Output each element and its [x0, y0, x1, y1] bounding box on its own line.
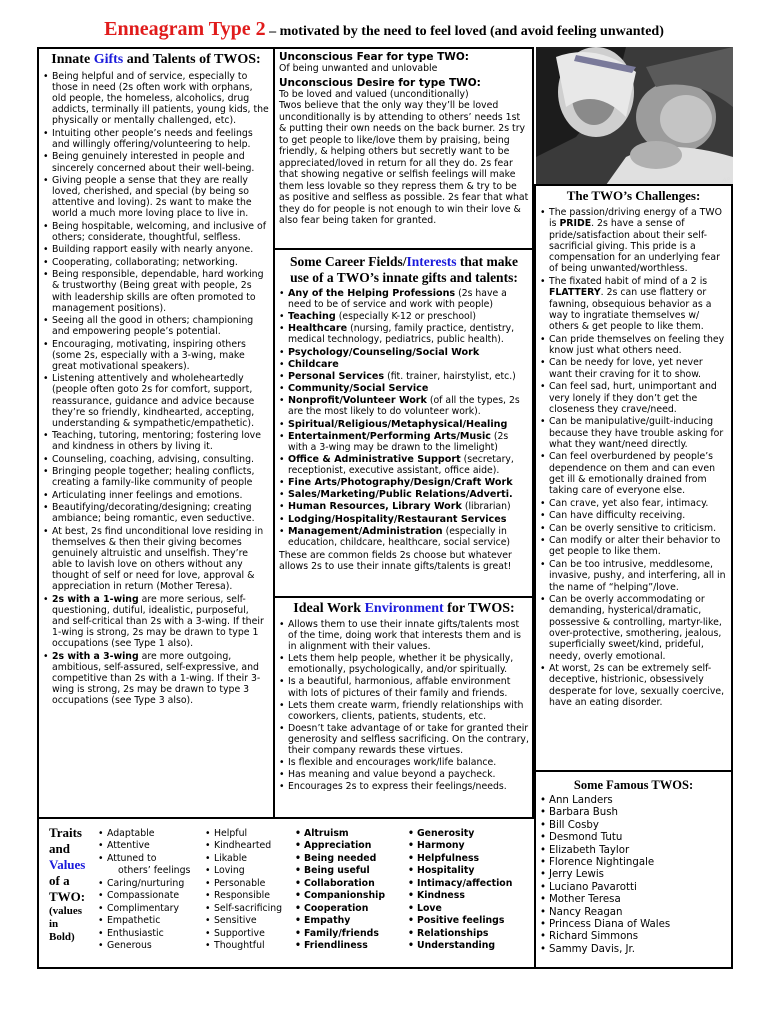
gift-item: • Encouraging, motivating, inspiring others (some 2s, especially with a 3-wing, make great motivational speakers). [43, 339, 269, 372]
career-item [279, 501, 529, 512]
famous-person: • Desmond Tutu [540, 832, 727, 844]
careers-list [279, 288, 529, 548]
challenge-text: The fixated habit of mind of a 2 is [549, 275, 708, 287]
careers-footer: These are common fields 2s choose but whatever allows 2s to use their innate gifts/talents is great! [279, 549, 512, 572]
career-item [279, 431, 529, 453]
trait-item: • Sensitive [205, 915, 295, 926]
famous-person: • Elizabeth Taylor [540, 845, 727, 857]
trait-item: • Attuned to [98, 853, 208, 864]
page-header [0, 18, 768, 41]
trait-item: • Enthusiastic [98, 928, 208, 939]
trait-item: others’ feelings [118, 865, 191, 877]
gifts-list [43, 71, 269, 592]
challenges-list [540, 207, 727, 708]
challenge-text: Can be too intrusive, meddlesome, invasive, pushy, and interfering, all in the name of “helping”/love. [549, 558, 726, 593]
challenge-item [540, 523, 727, 534]
gift-item: • Articulating inner feelings and emotions. [43, 490, 269, 501]
traits-column-1 [98, 828, 208, 953]
career-field: Teaching [288, 311, 336, 323]
gift-item: • At best, 2s find unconditional love residing in themselves & then their giving becomes genuinely altruistic and unselfish. They’re able to lavish love on others without any thought of self or need for love, approval & appreciation in return (Mother Teresa). [43, 526, 269, 593]
gifts-title: Innate Gifts and Talents of TWOS: [51, 52, 261, 67]
traits-column-3 [295, 828, 410, 953]
career-detail: (especially K-12 or preschool) [335, 311, 476, 323]
career-item [279, 371, 529, 382]
value-item: • Altruism [295, 828, 410, 839]
photo-image [536, 47, 733, 185]
environment-item: • Allows them to use their innate gifts/talents most of the time, doing work that interests them and is in alignment with their values. [279, 619, 529, 652]
traits-label: Traits and Values of a TWO: (values in Bold) [49, 825, 86, 943]
page-subtitle: – motivated by the need to feel loved (and avoid feeling unwanted) [265, 24, 664, 39]
challenge-text: Can be needy for love, yet never want their craving for it to show. [549, 357, 703, 380]
famous-title: Some Famous TWOS: [573, 778, 694, 792]
gifts-box [37, 47, 275, 819]
famous-person: • Ann Landers [540, 795, 727, 807]
trait-item: • Supportive [205, 928, 295, 939]
fear-title: Unconscious Fear for type TWO: [279, 51, 470, 63]
challenge-item [540, 535, 727, 558]
trait-item: • Thoughtful [205, 940, 295, 951]
challenge-text-rest: . 2s can use flattery or fawning, obsequious behavior as a way to ingratiate themselves w/ others & get people to like them. [549, 287, 712, 333]
challenge-text: The passion/driving energy of a TWO is [549, 207, 722, 230]
challenge-text: Can crave, yet also fear, intimacy. [549, 497, 709, 509]
gift-item: • Bringing people together; healing conflicts, creating a family-like community of people [43, 466, 269, 488]
famous-list [540, 795, 727, 956]
challenge-text: Can pride themselves on feeling they know just what others need. [549, 333, 725, 356]
environment-list [279, 619, 529, 792]
career-detail: (2s with a 3-wing may be drawn to the limelight) [288, 430, 509, 453]
career-field: Personal Services [288, 370, 385, 382]
career-detail: (fit. trainer, hairstylist, etc.) [384, 370, 516, 382]
famous-person: • Jerry Lewis [540, 869, 727, 881]
famous-person: • Princess Diana of Wales [540, 919, 727, 931]
career-field: Childcare [288, 358, 339, 370]
career-field: Lodging/Hospitality/Restaurant Services [288, 513, 507, 525]
gift-item: • Building rapport easily with nearly anyone. [43, 244, 269, 255]
traits-column-2 [205, 828, 295, 953]
career-item [279, 454, 529, 476]
challenge-item [540, 498, 727, 509]
value-item: • Helpfulness [408, 853, 533, 864]
famous-person: • Florence Nightingale [540, 857, 727, 869]
wing3-item: • 2s with a 3-wing are more outgoing, ambitious, self-assured, self-expressive, and competitive than 2s with a 1-wing. If their 3-wing is strong, 2s may be drawn to type 3 occupations (see Type 3 also). [43, 651, 269, 706]
career-field: Nonprofit/Volunteer Work [288, 395, 427, 407]
career-field: Healthcare [288, 323, 348, 335]
value-item: • Being needed [295, 853, 410, 864]
gifts-wings-list [43, 594, 269, 706]
career-field: Entertainment/Performing Arts/Music [288, 430, 491, 442]
challenge-text: Can have difficulty receiving. [549, 510, 686, 522]
value-item: • Collaboration [295, 878, 410, 889]
traits-column-4 [408, 828, 533, 953]
value-item: • Hospitality [408, 865, 533, 876]
challenge-text: Can be overly accommodating or demanding, hysterical/dramatic, possessive & controlling, martyr-like, over-protective, smothering, jealous, superficially sweet/kind, prideful, needy, overly emotional. [549, 594, 722, 662]
environment-item: • Lets them create warm, friendly relationships with coworkers, clients, patients, students, etc. [279, 700, 529, 722]
famous-person: • Mother Teresa [540, 894, 727, 906]
career-item [279, 359, 529, 370]
challenge-item [540, 416, 727, 450]
value-item: • Kindness [408, 890, 533, 901]
gift-item: • Beautifying/decorating/designing; creating ambiance; being romantic, even seductive. [43, 502, 269, 524]
career-field: Community/Social Service [288, 383, 429, 395]
career-detail: (2s have a need to be of service and work with people) [288, 288, 507, 310]
career-detail: (librarian) [461, 501, 511, 513]
challenges-title: The TWO’s Challenges: [566, 188, 701, 203]
desire-title: Unconscious Desire for type TWO: [279, 77, 481, 90]
traits-box [37, 817, 536, 969]
gift-item: • Being helpful and of service, especially to those in need (2s often work with orphans, old people, the homeless, alcoholics, drug addicts, terminally ill patients, young kids, the physically or mentally challenged, etc). [43, 71, 269, 126]
challenge-keyword: FLATTERY [549, 287, 601, 299]
fear-text: Of being unwanted and unlovable [279, 63, 438, 74]
careers-title: Some Career Fields/Interests that make use of a TWO’s innate gifts and talents: [290, 254, 518, 285]
career-item [279, 323, 529, 345]
value-item: • Friendliness [295, 940, 410, 951]
challenge-item [540, 381, 727, 415]
trait-item: • Self-sacrificing [205, 903, 295, 914]
trait-item: • Adaptable [98, 828, 208, 839]
career-detail: (especially in education, childcare, healthcare, social service) [288, 525, 511, 548]
career-item [279, 395, 529, 417]
trait-item: • Generous [98, 940, 208, 951]
gift-item: • Counseling, coaching, advising, consulting. [43, 454, 269, 465]
trait-item: • Personable [205, 878, 295, 889]
career-field: Sales/Marketing/Public Relations/Adverti. [288, 489, 513, 501]
value-item: • Intimacy/affection [408, 878, 533, 889]
challenge-text: Can modify or alter their behavior to get people to like them. [549, 535, 721, 558]
career-field: Fine Arts/Photography/Design/Craft Work [288, 477, 513, 489]
value-item: • Family/friends [295, 928, 410, 939]
career-item [279, 526, 529, 548]
famous-person: • Nancy Reagan [540, 907, 727, 919]
careers-box [273, 248, 534, 598]
career-field: Management/Administration [288, 525, 443, 537]
trait-item: • Compassionate [98, 890, 208, 901]
trait-item: • Empathetic [98, 915, 208, 926]
environment-item: • Has meaning and value beyond a paycheck. [279, 769, 529, 780]
career-item [279, 383, 529, 394]
page-title: Enneagram Type 2 [104, 18, 266, 40]
trait-item: • Likable [205, 853, 295, 864]
challenge-item [540, 334, 727, 357]
challenge-item [540, 207, 727, 275]
challenge-item [540, 276, 727, 332]
career-item [279, 288, 529, 310]
fear-desire-box [273, 47, 534, 250]
challenge-text: At worst, 2s can be extremely self-deceptive, histrionic, obsessively desperate for love, sexually coercive, have an eating disorder. [549, 663, 725, 708]
value-item: • Cooperation [295, 903, 410, 914]
famous-person: • Luciano Pavarotti [540, 882, 727, 894]
environment-item: • Encourages 2s to express their feelings/needs. [279, 781, 529, 792]
value-item: • Love [408, 903, 533, 914]
value-item: • Generosity [408, 828, 533, 839]
wing1-item: • 2s with a 1-wing are more serious, self-questioning, dutiful, idealistic, purposeful, and self-critical than 2s with a 3-wing. If their 1-wing is strong, 2s may be drawn to type 1 occupations (see Type 1 also). [43, 594, 269, 649]
challenge-item [540, 357, 727, 380]
famous-person: • Barbara Bush [540, 807, 727, 819]
career-detail: (of all the types, 2s are the most likely to do volunteer work). [288, 395, 520, 418]
career-detail: (secretary, receptionist, executive assistant, office aide). [288, 453, 514, 476]
value-item: • Understanding [408, 940, 533, 951]
career-field: Office & Administrative Support [288, 453, 461, 465]
career-field: Spiritual/Religious/Metaphysical/Healing [288, 418, 508, 430]
challenge-item [540, 451, 727, 496]
trait-item: • Complimentary [98, 903, 208, 914]
environment-item: • Lets them help people, whether it be physically, emotionally, psychologically, and/or spiritually. [279, 653, 529, 675]
trait-item: • Loving [205, 865, 295, 876]
value-item: • Appreciation [295, 840, 410, 851]
challenge-text-rest: . 2s have a sense of pride/satisfaction about their self-sacrificial giving. This pride is a compensation for an underlying fear of being unwanted/worthless. [549, 218, 720, 275]
challenge-item [540, 663, 727, 708]
value-item: • Being useful [295, 865, 410, 876]
trait-item: • Caring/nurturing [98, 878, 208, 889]
value-item: • Relationships [408, 928, 533, 939]
trait-item: • Kindhearted [205, 840, 295, 851]
career-field: Any of the Helping Professions [288, 288, 456, 299]
gift-item: • Intuiting other people’s needs and feelings and willingly offering/volunteering to help. [43, 128, 269, 150]
challenges-box [534, 184, 733, 772]
challenge-text: Can be overly sensitive to criticism. [549, 522, 717, 534]
value-item: • Companionship [295, 890, 410, 901]
photo-caption: AP [722, 177, 730, 184]
challenge-keyword: PRIDE [559, 218, 592, 230]
famous-person: • Sammy Davis, Jr. [540, 944, 727, 956]
career-item [279, 477, 529, 488]
career-item [279, 311, 529, 322]
gift-item: • Listening attentively and wholeheartedly (people often goto 2s for comfort, support, reassurance, guidance and advice because they’re so friendly, kindhearted, accepting, understanding & sympathetic/empathetic). [43, 373, 269, 428]
gift-item: • Teaching, tutoring, mentoring; fostering love and kindness in others by living it. [43, 430, 269, 452]
value-item: • Positive feelings [408, 915, 533, 926]
environment-item: • Is a beautiful, harmonious, affable environment with lots of pictures of their family and friends. [279, 676, 529, 698]
famous-box [534, 770, 733, 969]
challenge-item [540, 559, 727, 593]
environment-box [273, 596, 534, 819]
career-item [279, 489, 529, 500]
value-item: • Empathy [295, 915, 410, 926]
trait-item: • Attentive [98, 840, 208, 851]
desire-text: To be loved and valued (unconditionally) [279, 89, 469, 101]
gift-item: • Being responsible, dependable, hard working & trustworthy (Being great with people, 2s with leadership skills are often promoted to management positions). [43, 269, 269, 313]
gift-item: • Seeing all the good in others; championing and empowering people’s potential. [43, 315, 269, 337]
trait-item: • Helpful [205, 828, 295, 839]
gift-item: • Being hospitable, welcoming, and inclusive of others; considerate, thoughtful, selfless. [43, 221, 269, 243]
value-item: • Harmony [408, 840, 533, 851]
environment-item: • Is flexible and encourages work/life balance. [279, 757, 529, 768]
gift-item: • Being genuinely interested in people and sincerely concerned about their well-being. [43, 151, 269, 173]
career-item [279, 419, 529, 430]
challenge-item [540, 510, 727, 521]
trait-item: • Responsible [205, 890, 295, 901]
career-item [279, 347, 529, 358]
challenge-text: Can be manipulative/guilt-inducing because they have trouble asking for what they want/need directly. [549, 416, 724, 450]
career-item [279, 514, 529, 525]
challenge-text: Can feel overburdened by people’s dependence on them and can even get ill & emotionally drained from taking care of everyone else. [549, 451, 716, 497]
challenge-item [540, 594, 727, 662]
famous-person: • Richard Simmons [540, 931, 727, 943]
career-detail: (nursing, family practice, dentistry, medical technology, pediatrics, public health). [288, 323, 515, 346]
environment-item: • Doesn’t take advantage of or take for granted their generosity and selfless sacrificing. On the contrary, their company rewards these virtues. [279, 723, 529, 756]
challenge-text: Can feel sad, hurt, unimportant and very lonely if they don’t get the closeness they crave/need. [549, 381, 717, 415]
gift-item: • Cooperating, collaborating; networking. [43, 257, 269, 268]
gift-item: • Giving people a sense that they are really loved, cherished, and special (by being so attentive and loving). 2s want to make the world a much more loving place to live in. [43, 175, 269, 219]
famous-person: • Bill Cosby [540, 820, 727, 832]
career-field: Human Resources, Library Work [288, 501, 462, 513]
fear-body: Twos believe that the only way they’ll be loved unconditionally is by attending to others’ needs 1st & putting their own needs on the back burner. 2s try to get people to like/love them by praising, being friendly, & helping others but secretly want to be appreciated/loved in return for all they do. 2s fear that showing negative or selfish feelings will make them less lovable so they repress them & try to be as positive and selfless as possible. 2s fear that what they do for people is not enough to win their love & also fear being taken for granted. [279, 100, 529, 227]
photo-mother-teresa [536, 47, 733, 185]
career-field: Psychology/Counseling/Social Work [288, 346, 480, 358]
environment-title: Ideal Work Environment for TWOS: [293, 601, 515, 616]
